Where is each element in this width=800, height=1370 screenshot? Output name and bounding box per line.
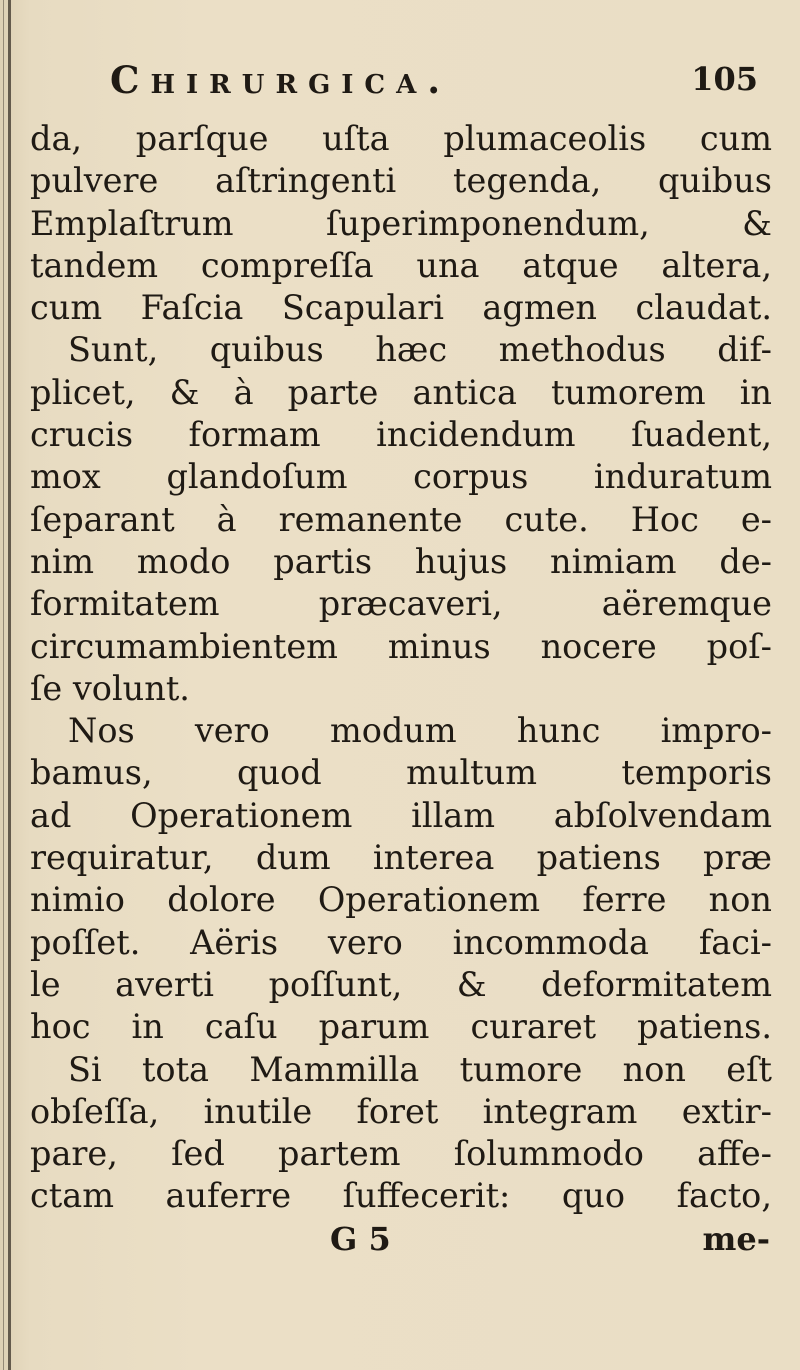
page-footer: [40, 1220, 770, 1266]
gutter-shadow: [3, 0, 4, 1370]
running-title: Chirurgica.: [110, 58, 452, 102]
page-number: 105: [691, 60, 758, 98]
text-line: cum Faſcia Scapulari agmen claudat.: [30, 288, 772, 328]
text-line: crucis formam incidendum ſuadent,: [30, 415, 772, 455]
catchword: me-: [702, 1220, 770, 1258]
text-line: hoc in caſu parum curaret patiens.: [30, 1007, 772, 1047]
body-text: [30, 118, 772, 1218]
text-line: Emplaſtrum ſuperimponendum, &: [30, 203, 772, 243]
text-line: requiratur, dum interea patiens præ: [30, 838, 772, 878]
text-line: formitatem præcaveri, aëremque: [30, 584, 772, 624]
text-line: circumambientem minus nocere poſ-: [30, 626, 772, 666]
text-line: obſeſſa, inutile foret integram extir-: [30, 1091, 772, 1131]
text-line: le averti poſſunt, & deformitatem: [30, 964, 772, 1004]
text-line: plicet, & à parte antica tumorem in: [30, 372, 772, 412]
text-line: ſe volunt.: [30, 668, 190, 708]
text-line: Nos vero modum hunc impro-: [68, 711, 772, 751]
text-line: poſſet. Aëris vero incommoda faci-: [30, 922, 772, 962]
gutter-edge: [8, 0, 11, 1370]
text-line: pare, ſed partem ſolummodo affe-: [30, 1134, 772, 1174]
text-line: Si tota Mammilla tumore non eſt: [68, 1049, 772, 1089]
text-line: ſeparant à remanente cute. Hoc e-: [30, 499, 772, 539]
text-line: ad Operationem illam abſolvendam: [30, 795, 772, 835]
page-header: [70, 58, 770, 110]
text-line: ctam auferre ſuffecerit: quo facto,: [30, 1176, 772, 1216]
text-line: pulvere aſtringenti tegenda, quibus: [30, 161, 772, 201]
text-line: mox glandoſum corpus induratum: [30, 457, 772, 497]
signature-mark: G 5: [330, 1220, 391, 1258]
text-line: da, parſque uſta plumaceolis cum: [30, 119, 772, 158]
text-line: nim modo partis hujus nimiam de-: [30, 541, 772, 581]
text-line: tandem compreſſa una atque altera,: [30, 245, 772, 285]
text-line: Sunt, quibus hæc methodus dif-: [68, 330, 772, 370]
text-line: nimio dolore Operationem ferre non: [30, 880, 772, 920]
text-line: bamus, quod multum temporis: [30, 753, 772, 793]
